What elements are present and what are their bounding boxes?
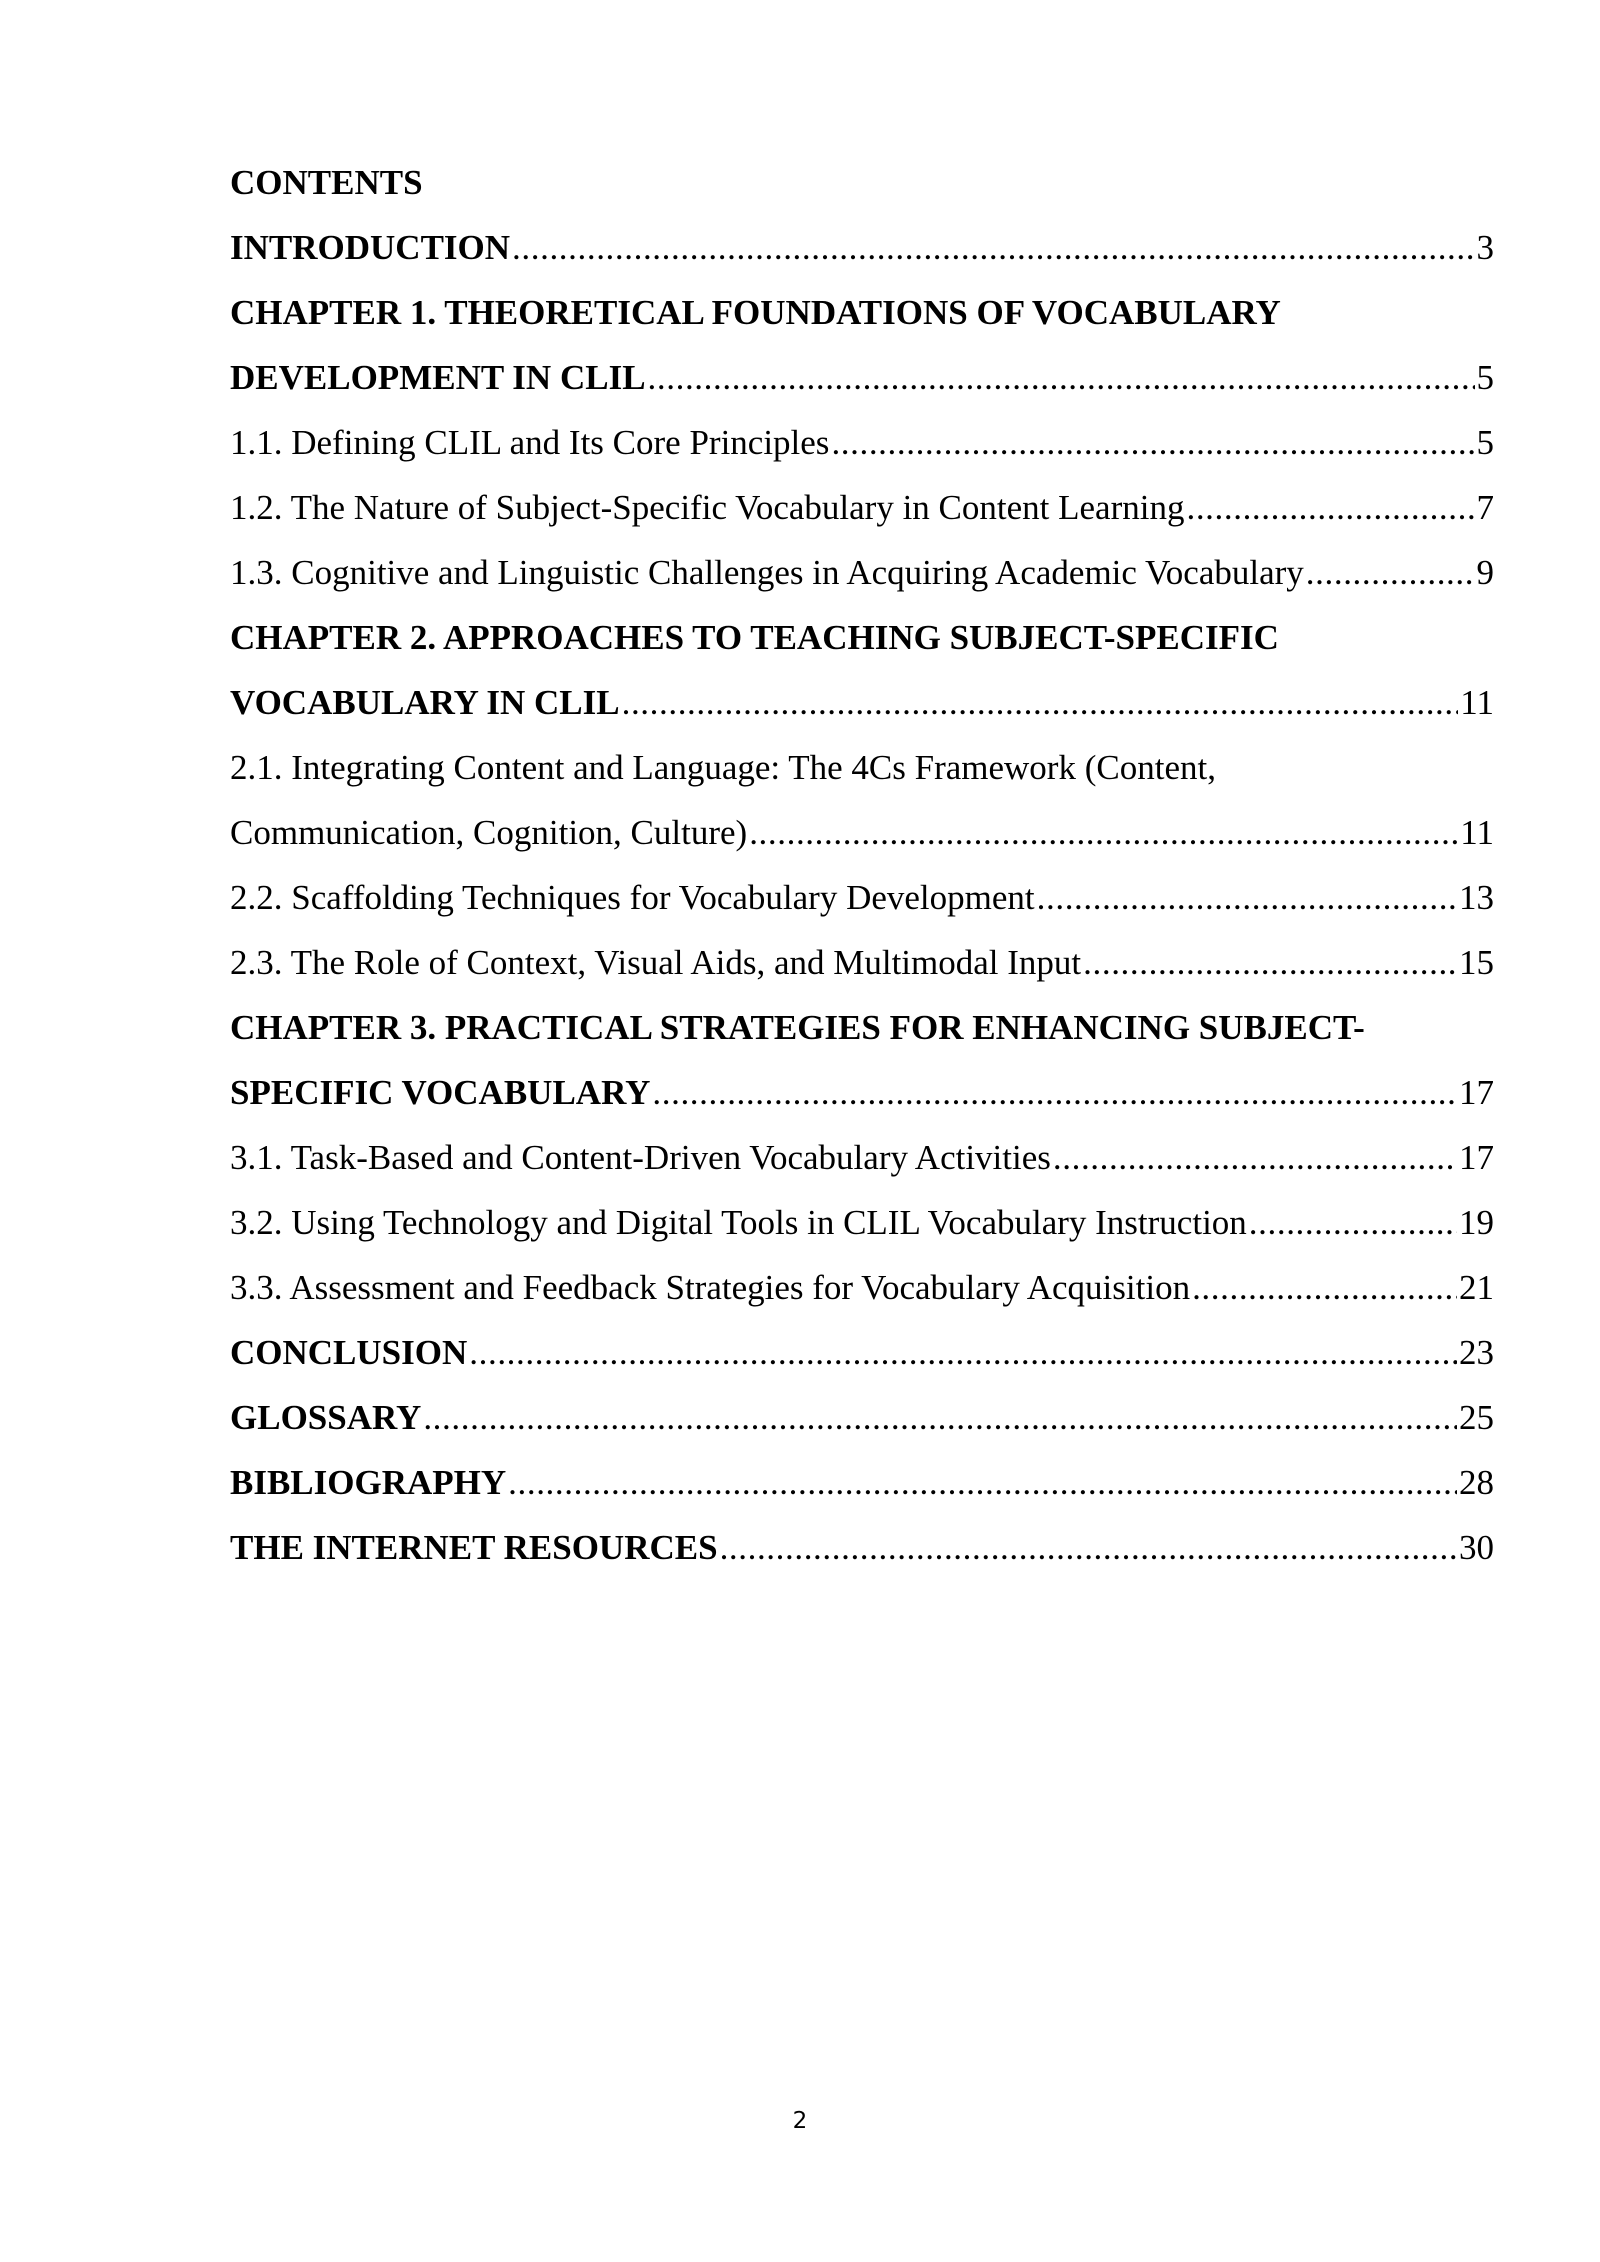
toc-entry-title: 3.3. Assessment and Feedback Strategies for Vocabulary Acquisition (230, 1268, 1191, 1307)
toc-entry-title-start: CHAPTER 1. THEORETICAL FOUNDATIONS OF VOCABULARY (230, 293, 1281, 332)
toc-entry-title: 3.1. Task-Based and Content-Driven Vocabulary Activities (230, 1138, 1051, 1177)
toc-entry-page-number: 13 (1459, 878, 1494, 917)
table-of-contents (230, 150, 1494, 1580)
toc-entry-title: GLOSSARY (230, 1398, 422, 1437)
toc-entry-page-number: 23 (1459, 1333, 1494, 1372)
toc-entry-line (230, 410, 1494, 475)
toc-entry-line (230, 215, 1494, 280)
toc-entry-line (230, 1385, 1494, 1450)
toc-entry-page-number: 5 (1476, 358, 1494, 397)
toc-entry[interactable] (230, 735, 1494, 865)
toc-entry-line (230, 1255, 1494, 1320)
toc-entry-first-line (230, 605, 1494, 670)
dot-leader (1053, 1125, 1457, 1190)
dot-leader (1083, 930, 1457, 995)
toc-entry[interactable] (230, 1190, 1494, 1255)
dot-leader (648, 345, 1475, 410)
toc-entry[interactable] (230, 1320, 1494, 1385)
toc-entry[interactable] (230, 1255, 1494, 1320)
toc-entry[interactable] (230, 930, 1494, 995)
toc-entry-line (230, 1515, 1494, 1580)
toc-entry-title: INTRODUCTION (230, 228, 511, 267)
dot-leader (720, 1515, 1457, 1580)
toc-entry-first-line (230, 995, 1494, 1060)
dot-leader (1186, 475, 1474, 540)
toc-entry[interactable] (230, 1125, 1494, 1190)
toc-entry-title: 1.2. The Nature of Subject-Specific Vocabulary in Content Learning (230, 488, 1185, 527)
toc-entry[interactable] (230, 605, 1494, 735)
toc-entry-page-number: 19 (1459, 1203, 1494, 1242)
toc-entry-page-number: 3 (1476, 228, 1494, 267)
toc-entry[interactable] (230, 1385, 1494, 1450)
toc-entry[interactable] (230, 1515, 1494, 1580)
toc-entry-page-number: 28 (1459, 1463, 1494, 1502)
toc-entry-page-number: 17 (1459, 1073, 1494, 1112)
toc-entry-title: 3.2. Using Technology and Digital Tools in CLIL Vocabulary Instruction (230, 1203, 1247, 1242)
dot-leader (652, 1060, 1457, 1125)
toc-entry-title: Communication, Cognition, Culture) (230, 813, 748, 852)
toc-entry-line (230, 865, 1494, 930)
toc-entry-first-line (230, 280, 1494, 345)
dot-leader (423, 1385, 1457, 1450)
dot-leader (749, 800, 1458, 865)
toc-entry-line (230, 800, 1494, 865)
toc-entry[interactable] (230, 540, 1494, 605)
toc-entry-line (230, 670, 1494, 735)
toc-entry-line (230, 1320, 1494, 1385)
dot-leader (469, 1320, 1457, 1385)
toc-entry[interactable] (230, 865, 1494, 930)
toc-entry-page-number: 15 (1459, 943, 1494, 982)
dot-leader (1192, 1255, 1457, 1320)
toc-entry-line (230, 1125, 1494, 1190)
toc-entry-title-start: CHAPTER 3. PRACTICAL STRATEGIES FOR ENHANCING SUBJECT- (230, 1008, 1365, 1047)
toc-entry[interactable] (230, 1450, 1494, 1515)
contents-heading: CONTENTS (230, 163, 423, 202)
toc-entry-page-number: 11 (1460, 683, 1494, 722)
toc-entry-title: 2.2. Scaffolding Techniques for Vocabulary Development (230, 878, 1035, 917)
toc-entry-title: CONCLUSION (230, 1333, 468, 1372)
toc-entry-page-number: 21 (1459, 1268, 1494, 1307)
toc-entry[interactable] (230, 475, 1494, 540)
dot-leader (1306, 540, 1475, 605)
toc-entry-line (230, 1450, 1494, 1515)
toc-entry[interactable] (230, 995, 1494, 1125)
dot-leader (1249, 1190, 1457, 1255)
dot-leader (512, 215, 1474, 280)
toc-entry[interactable] (230, 215, 1494, 280)
dot-leader (831, 410, 1474, 475)
toc-entry-page-number: 7 (1476, 488, 1494, 527)
toc-entry-title-start: 2.1. Integrating Content and Language: The 4Cs Framework (Content, (230, 748, 1216, 787)
toc-entry-page-number: 5 (1476, 423, 1494, 462)
toc-entry-title: VOCABULARY IN CLIL (230, 683, 620, 722)
toc-entry-page-number: 11 (1460, 813, 1494, 852)
toc-entry[interactable] (230, 280, 1494, 410)
toc-entry-page-number: 17 (1459, 1138, 1494, 1177)
toc-entry-page-number: 9 (1476, 553, 1494, 592)
dot-leader (1037, 865, 1457, 930)
toc-entry-title: 1.1. Defining CLIL and Its Core Principles (230, 423, 830, 462)
toc-entry-line (230, 1060, 1494, 1125)
toc-entry-line (230, 345, 1494, 410)
toc-entry-title: 2.3. The Role of Context, Visual Aids, and Multimodal Input (230, 943, 1082, 982)
toc-entry-title: 1.3. Cognitive and Linguistic Challenges in Acquiring Academic Vocabulary (230, 553, 1304, 592)
toc-entry-title: BIBLIOGRAPHY (230, 1463, 507, 1502)
toc-entry[interactable] (230, 410, 1494, 475)
toc-entry-list (230, 215, 1494, 1580)
toc-entry-line (230, 475, 1494, 540)
page-number: 2 (792, 2108, 808, 2134)
toc-entry-page-number: 25 (1459, 1398, 1494, 1437)
dot-leader (508, 1450, 1457, 1515)
toc-entry-line (230, 540, 1494, 605)
toc-entry-line (230, 1190, 1494, 1255)
toc-entry-page-number: 30 (1459, 1528, 1494, 1567)
toc-entry-title-start: CHAPTER 2. APPROACHES TO TEACHING SUBJECT-SPECIFIC (230, 618, 1279, 657)
toc-entry-first-line (230, 735, 1494, 800)
toc-entry-title: SPECIFIC VOCABULARY (230, 1073, 651, 1112)
toc-entry-line (230, 930, 1494, 995)
toc-entry-title: DEVELOPMENT IN CLIL (230, 358, 646, 397)
toc-entry-title: THE INTERNET RESOURCES (230, 1528, 718, 1567)
dot-leader (622, 670, 1459, 735)
